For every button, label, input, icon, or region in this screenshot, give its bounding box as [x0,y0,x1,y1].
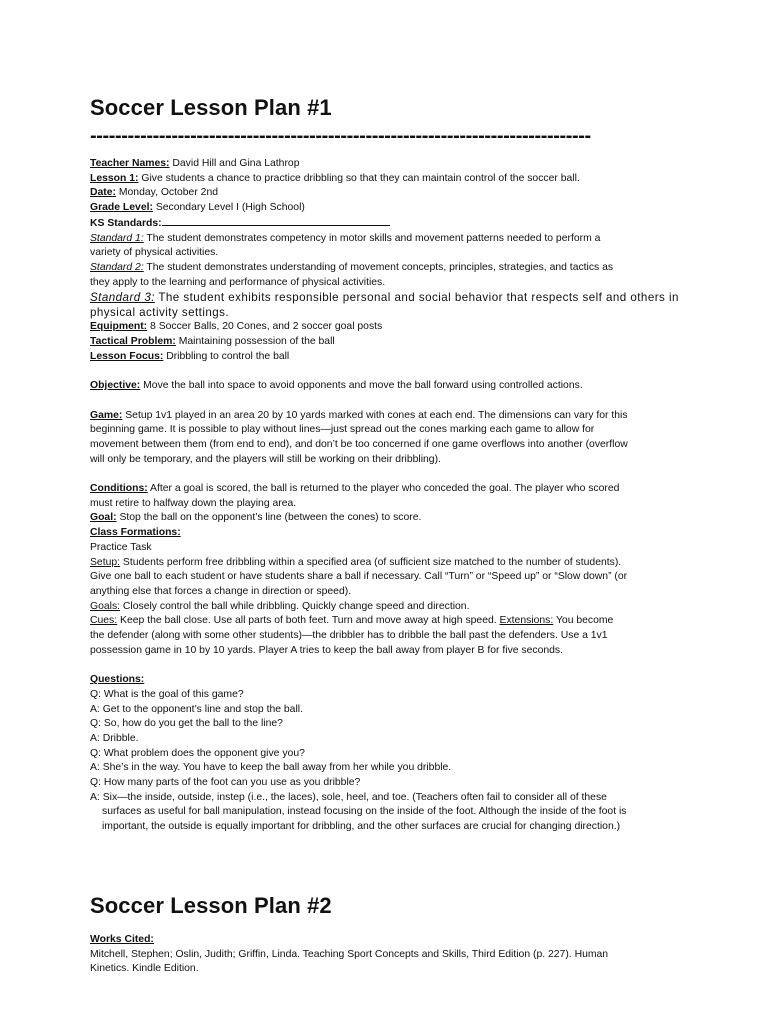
lesson-plan-body [90,157,679,835]
ks-standards-line [90,216,660,232]
game-cont-1: beginning game. It is possible to play without lines—just spread out the cones marking each game to allow for [90,424,595,436]
qa-line: A: Get to the opponent’s line and stop the ball. [90,703,303,715]
conditions-label: Conditions: [90,483,148,495]
objective-value: Move the ball into space to avoid opponents and move the ball forward using controlled actions. [140,380,583,392]
lesson-value: Give students a chance to practice dribbling so that they can maintain control of the soccer ball. [138,172,580,184]
qa-cont-line: important, the outside is equally important for dribbling, and the other surfaces are crucial for changing direction.) [102,821,621,833]
focus-line [90,350,660,365]
qa-line: Q: So, how do you get the ball to the line? [90,718,283,730]
setup-label: Setup: [90,556,121,568]
works-cited [90,933,660,977]
qa-line: A: Dribble. [90,732,139,744]
goals-line [90,600,660,615]
conditions-line [90,482,660,497]
cues-label: Cues: [90,615,118,627]
works-cited-label: Works Cited: [90,934,154,945]
qa-line: Q: What problem does the opponent give you? [90,747,305,759]
standard-1-label: Standard 1: [90,232,144,244]
ks-standards-rule [162,216,390,226]
standard-3-text: The student exhibits responsible personal and social behavior that respects self and others in [154,291,679,305]
objective-line [90,379,660,394]
standard-1-line [90,232,660,247]
goal-line [90,511,660,526]
standard-2-text: The student demonstrates understanding of movement concepts, principles, strategies, and tactics as [143,261,614,273]
standard-1-cont: variety of physical activities. [90,247,219,259]
cues-cont-2: possession game in 10 by 10 yards. Player A tries to keep the ball away from player B for five seconds. [90,644,564,656]
equipment-value: 8 Soccer Balls, 20 Cones, and 2 soccer goal posts [147,321,383,333]
standard-3-label: Standard 3: [90,291,155,305]
teacher-value: David Hill and Gina Lathrop [169,158,300,169]
grade-label: Grade Level: [90,202,153,214]
qa-line: Q: What is the goal of this game? [90,688,244,700]
standard-2-label: Standard 2: [90,261,144,273]
ks-standards-label: KS Standards: [90,217,162,229]
standard-2-cont: they apply to the learning and performance of physical activities. [90,276,386,288]
questions-label: Questions: [90,674,145,686]
goals-label: Goals: [90,600,121,612]
spacer [90,364,660,379]
qa-cont-line: surfaces as useful for ball manipulation, instead focusing on the inside of the foot. Although the inside of the foot is [102,806,627,818]
equipment-label: Equipment: [90,321,148,333]
section-title-2: Soccer Lesson Plan #2 [90,893,332,918]
extensions-text: You become [553,615,614,627]
focus-label: Lesson Focus: [90,350,164,362]
practice-task-line: Practice Task [90,541,152,553]
spacer [90,658,660,673]
setup-line [90,556,660,571]
questions-line [90,673,660,688]
tactical-label: Tactical Problem: [90,336,176,348]
qa-line: A: She’s in the way. You have to keep the ball away from her while you dribble. [90,762,452,774]
grade-line [90,201,660,216]
lesson-line [90,172,660,187]
conditions-cont: must retire to halfway down the playing area. [90,497,297,509]
game-line [90,409,660,424]
grade-value: Secondary Level I (High School) [152,202,305,214]
spacer [90,394,660,409]
standard-2-line [90,261,660,276]
equipment-line [90,320,660,335]
date-value: Monday, October 2nd [115,187,219,199]
qa-line: Q: How many parts of the foot can you use as you dribble? [90,777,361,789]
works-cited-entry: Mitchell, Stephen; Oslin, Judith; Griffin, Linda. Teaching Sport Concepts and Skills, Third Edition (p. 227). Human [90,948,609,960]
game-cont-2: movement between them (from end to end), and don’t be too concerned if one game overflows into another (overflow [90,438,628,450]
formations-line [90,526,660,541]
goal-value: Stop the ball on the opponent’s line (between the cones) to score. [116,512,422,524]
works-cited-entry-cont: Kinetics. Kindle Edition. [90,963,199,975]
extensions-label: Extensions: [499,615,554,627]
game-cont-3: will only be temporary, and the players will still be working on their dribbling). [90,453,441,465]
setup-cont-2: anything else that forces a change in direction or speed). [90,585,352,597]
standard-3-cont: physical activity settings. [90,306,230,320]
cues-cont-1: the defender (along with some other students)—the dribbler has to dribble the ball past the defenders. Use a 1v1 [90,630,608,642]
qa-line: A: Six—the inside, outside, instep (i.e., the laces), sole, heel, and toe. (Teachers often fail to consider all of these [90,791,607,803]
tactical-line [90,335,660,350]
works-cited-heading [90,933,660,948]
teacher-label: Teacher Names: [90,158,170,169]
cues-line [90,614,660,629]
date-label: Date: [90,187,116,199]
setup-cont-1: Give one ball to each student or have students share a ball if necessary. Call “Turn” or “Speed up” or “Slow down” (or [90,571,628,583]
conditions-text: After a goal is scored, the ball is returned to the player who conceded the goal. The player who scored [147,483,620,495]
teacher-line [90,157,660,172]
standard-3-line [90,290,679,305]
page-title: Soccer Lesson Plan #1 [90,95,332,120]
setup-text: Students perform free dribbling within a specified area (of sufficient size matched to the number of students). [120,556,622,568]
formations-label: Class Formations: [90,527,181,539]
goals-value: Closely control the ball while dribbling. Quickly change speed and direction. [120,600,470,612]
objective-label: Objective: [90,380,141,392]
dashed-divider: -------------------------------------------------------------------------------- [90,126,591,146]
game-text: Setup 1v1 played in an area 20 by 10 yards marked with cones at each end. The dimensions can vary for this [122,409,628,421]
lesson-label: Lesson 1: [90,172,139,184]
standard-1-text: The student demonstrates competency in motor skills and movement patterns needed to perform a [143,232,601,244]
cues-text: Keep the ball close. Use all parts of both feet. Turn and move away at high speed. [117,615,500,627]
focus-value: Dribbling to control the ball [163,350,290,362]
goal-label: Goal: [90,512,117,524]
spacer [90,467,660,482]
date-line [90,186,660,201]
game-label: Game: [90,409,123,421]
tactical-value: Maintaining possession of the ball [175,336,335,348]
